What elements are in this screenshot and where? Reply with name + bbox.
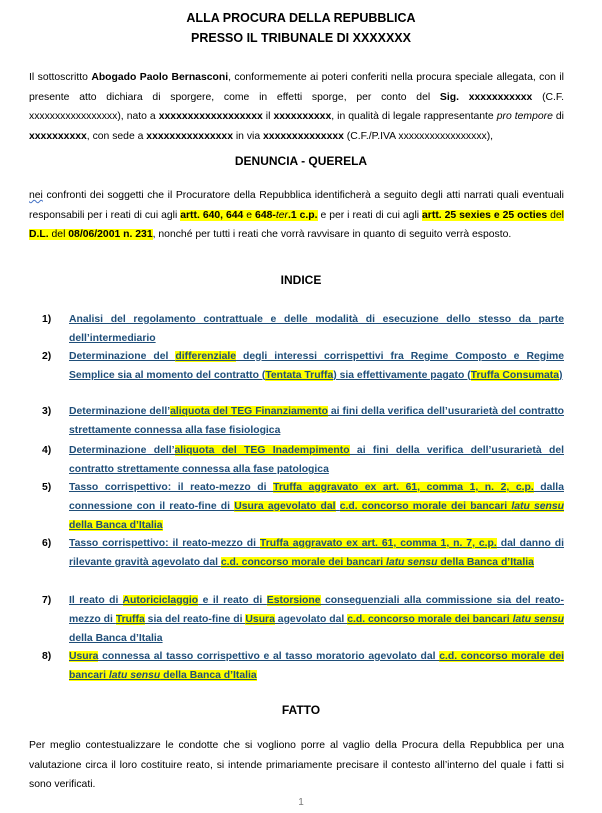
section-heading-denuncia: DENUNCIA - QUERELA <box>234 154 368 168</box>
toc-number: 8) <box>42 651 52 662</box>
articles: .1 c.p. <box>287 209 318 221</box>
toc-link[interactable]: Usura connessa al tasso corrispettivo e al tasso moratorio agevolato dal c.d. concorso morale dei bancari latu sensu della Banca d’Italia <box>69 651 564 681</box>
toc-highlight: c.d. concorso morale dei bancari latu sensu <box>339 500 565 512</box>
birthdate: xxxxxxxxxx <box>273 111 332 122</box>
denuncia-text: e per i reati di cui agli <box>317 209 423 221</box>
page-number: 1 <box>298 797 304 808</box>
toc-highlight: Truffa <box>115 613 145 625</box>
company-city: xxxxxxxxxxxxxxx <box>146 130 233 142</box>
toc-highlight: Truffa aggravato ex art. 61, comma 1, n. 2, c.p. <box>273 482 534 493</box>
intro-text: Il sottoscritto <box>29 72 92 83</box>
intro-text: , conformemente ai poteri conferiti nella procura speciale allegata, con il presente atto dichiara di sporgere, come in effetti sporge, per conto del <box>29 72 564 103</box>
toc-highlight: aliquota del TEG Finanziamento <box>170 406 328 417</box>
articles: 648- <box>255 209 276 221</box>
articles: 08/06/2001 n. 231 <box>68 229 153 240</box>
fatto-paragraph: Per meglio contestualizzare le condotte che si vogliono porre al vaglio della Procura della Repubblica per una valutazione circa il loro costituire reato, si intende primariamente precisare il contesto all’interno del quale i fatti si sono verificati. <box>29 740 564 790</box>
company-name: xxxxxxxxxx <box>29 130 87 142</box>
toc-highlight: aliquota del TEG Inadempimento <box>174 445 350 456</box>
section-heading-fatto: FATTO <box>281 703 321 717</box>
denuncia-text: confronti dei soggetti che il Procuratore della Repubblica identificherà a seguito degli atti narrati quali eventuali responsabili per i reati di cui agli <box>29 190 564 221</box>
toc-highlight: Usura <box>69 651 99 662</box>
toc-number: 4) <box>42 445 52 456</box>
toc-highlight: Truffa aggravato ex art. 61, comma 1, n. 7, c.p. <box>259 538 497 549</box>
denuncia-paragraph <box>29 186 564 245</box>
articles: artt. 25 sexies e 25 octies <box>422 209 548 221</box>
addressee-line-2: PRESSO IL TRIBUNALE DI XXXXXXX <box>191 31 411 45</box>
addressee-line-1: ALLA PROCURA DELLA REPUBBLICA <box>186 11 416 25</box>
toc-highlight: Autoriciclaggio <box>122 595 199 606</box>
toc-highlight: c.d. concorso morale dei bancari latu sensu della Banca d’Italia <box>69 651 564 681</box>
toc-highlight: Usura agevolato dal <box>234 500 336 512</box>
client-name: Sig. xxxxxxxxxxx <box>439 91 533 103</box>
toc-link[interactable]: Determinazione del differenziale degli interessi corrispettivi fra Regime Composto e Regime Semplice sia al momento del contratto (Tentata Truffa) sia effettivamente pagato (Truffa Consumata) <box>69 351 564 381</box>
toc-highlight: c.d. concorso morale dei bancari latu sensu della Banca d’Italia <box>220 556 534 568</box>
birthplace: xxxxxxxxxxxxxxxxxx <box>158 111 263 122</box>
toc-highlight: differenziale <box>175 351 237 362</box>
toc-link[interactable]: Tasso corrispettivo: il reato-mezzo di Truffa aggravato ex art. 61, comma 1, n. 2, c.p. dalla connessione con il reato-fine di Usura agevolato dal c.d. concorso morale dei bancari latu sensu della Banca d’Italia <box>69 482 565 531</box>
toc-link[interactable]: Il reato di Autoriciclaggio e il reato di Estorsione conseguenziali alla commissione sia del reato-mezzo di Truffa sia del reato-fine di Usura agevolato dal c.d. concorso morale dei bancari latu sensu della Banca d’Italia <box>69 595 564 644</box>
pro-tempore: pro tempore <box>496 111 553 122</box>
toc-highlight: Truffa Consumata <box>470 369 560 381</box>
toc-highlight: della Banca d’Italia <box>69 519 163 531</box>
toc-highlight: Estorsione <box>266 595 321 606</box>
company-street: xxxxxxxxxxxxxx <box>263 130 344 142</box>
denuncia-text: , nonché per tutti i reati che vorrà ravvisare in quanto di seguito verrà esposto. <box>152 229 512 240</box>
toc-link[interactable]: Determinazione dell’aliquota del TEG Finanziamento ai fini della verifica dell’usurarietà del contratto strettamente connessa alla fase fisiologica <box>69 406 565 436</box>
toc-highlight: Usura <box>245 613 275 625</box>
articles: artt. 640, 644 <box>180 209 244 221</box>
intro-text: , in qualità di legale rappresentante <box>331 111 497 122</box>
articles: D.L. <box>29 229 49 240</box>
intro-text: , con sede a <box>86 130 147 142</box>
toc-highlight: c.d. concorso morale dei bancari latu sensu <box>347 613 564 625</box>
toc-number: 1) <box>42 314 52 325</box>
spellcheck-word: nei <box>29 190 43 201</box>
toc-number: 7) <box>42 595 52 606</box>
highlight-articles-cp <box>180 210 317 221</box>
intro-text: in via <box>232 130 264 142</box>
articles-conj: e <box>243 209 256 221</box>
intro-text: (C.F. xxxxxxxxxxxxxxxxx), nato a <box>29 91 565 122</box>
intro-paragraph <box>29 68 564 146</box>
toc-number: 6) <box>42 538 52 549</box>
intro-text: il <box>262 111 274 122</box>
toc-number: 5) <box>42 482 52 493</box>
toc-link[interactable]: Determinazione dell’aliquota del TEG Inadempimento ai fini della verifica dell’usurarietà del contratto strettamente connessa alla fase patologica <box>69 445 565 475</box>
articles-conj: del <box>547 209 564 221</box>
toc-link[interactable]: Analisi del regolamento contrattuale e delle modalità di esecuzione dello stesso da parte dell’intermediario <box>69 314 564 344</box>
articles-conj: del <box>48 229 69 240</box>
toc-link[interactable]: Tasso corrispettivo: il reato-mezzo di Truffa aggravato ex art. 61, comma 1, n. 7, c.p. dal danno di rilevante gravità agevolato dal c.d. concorso morale dei bancari latu sensu della Banca d’Italia <box>69 538 564 568</box>
toc-number: 3) <box>42 406 52 417</box>
articles-ter: ter <box>275 209 288 221</box>
toc-number: 2) <box>42 351 52 362</box>
lawyer-name: Abogado Paolo Bernasconi <box>91 72 229 83</box>
intro-text: (C.F./P.IVA xxxxxxxxxxxxxxxxx), <box>343 130 494 142</box>
toc-highlight: Tentata Truffa <box>265 369 334 381</box>
intro-text: di <box>552 111 564 122</box>
section-heading-indice: INDICE <box>280 273 322 287</box>
